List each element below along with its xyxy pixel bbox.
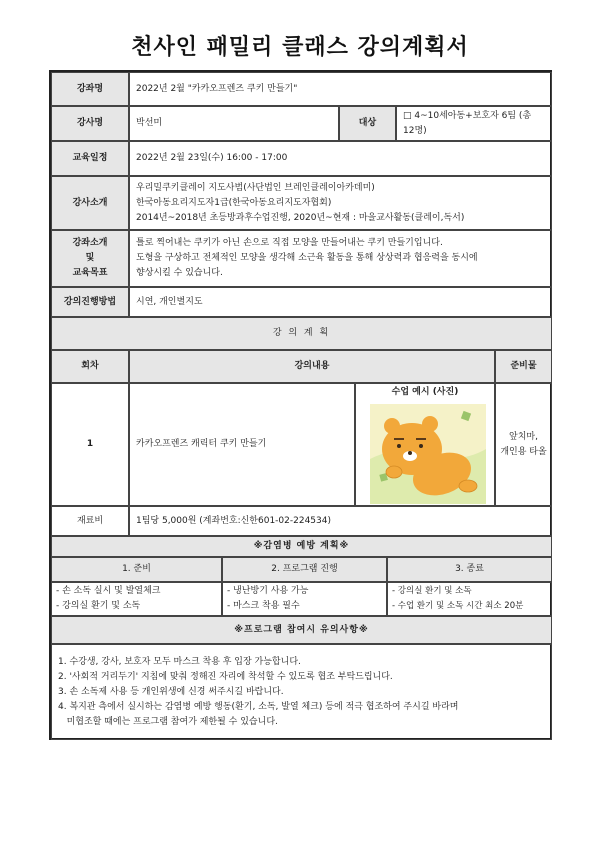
session-number: 1	[51, 383, 129, 506]
intro-line: 우리밀쿠키클레이 지도사범(사단법인 브레인클레이아카데미)	[136, 182, 375, 193]
lecture-plan-document	[49, 70, 552, 740]
notes-heading: ※프로그램 참여시 유의사항※	[51, 616, 552, 644]
prevention-col-title: 1. 준비	[51, 557, 222, 582]
plan-heading: 강 의 계 획	[51, 317, 552, 350]
ryan-character-illustration	[370, 404, 486, 504]
fee-value: 1팀당 5,000원 (계좌번호:신한601-02-224534)	[129, 506, 552, 536]
goal-line: 향상시킬 수 있습니다.	[136, 268, 223, 278]
course-value: 2022년 2월 "카카오프렌즈 쿠키 만들기"	[129, 72, 552, 106]
materials-line: 개인용 타올	[500, 446, 547, 457]
note-line: 1. 수강생, 강사, 보호자 모두 마스크 착용 후 입장 가능합니다.	[58, 656, 301, 667]
prevention-item: - 강의실 환기 및 소독	[56, 601, 141, 611]
prevention-items	[222, 582, 387, 616]
materials	[495, 383, 552, 506]
prevention-item: - 수업 환기 및 소독 시간 최소 20분	[392, 601, 524, 611]
prevention-item: - 마스크 착용 필수	[227, 601, 300, 611]
session-content: 카카오프렌즈 캐릭터 쿠키 만들기	[129, 383, 355, 506]
goal-label	[51, 230, 129, 287]
goal-text	[129, 230, 552, 287]
prevention-col-title: 2. 프로그램 진행	[222, 557, 387, 582]
prevention-items	[387, 582, 552, 616]
prevention-item: - 냉난방기 사용 가능	[227, 586, 309, 596]
fee-label: 재료비	[51, 506, 129, 536]
photo-caption: 수업 예시 (사진)	[391, 387, 459, 397]
prevention-heading: ※감염병 예방 계획※	[51, 536, 552, 557]
col-content: 강의내용	[129, 350, 495, 383]
intro-line: 2014년~2018년 초등방과후수업진행, 2020년~현재 : 마을교사활동(클레이,독서)	[136, 212, 465, 223]
goal-label-line: 강좌소개	[72, 238, 108, 248]
intro-line: 한국아동요리지도자1급(한국아동요리지도자협회)	[136, 197, 332, 208]
page-title: 천사인 패밀리 클래스 강의계획서	[131, 35, 469, 60]
goal-line: 도형을 구상하고 전체적인 모양을 생각해 소근육 활동을 통해 상상력과 협응력을 동시에	[136, 253, 478, 263]
col-materials: 준비물	[495, 350, 552, 383]
goal-line: 틀로 찍어내는 쿠키가 아닌 손으로 직접 모양을 만들어내는 쿠키 만들기입니다.	[136, 238, 443, 248]
prevention-item: - 강의실 환기 및 소독	[392, 586, 472, 596]
schedule-label: 교육일정	[51, 141, 129, 176]
col-session: 회차	[51, 350, 129, 383]
goal-label-line: 교육목표	[72, 268, 108, 278]
note-line: 미협조할 때에는 프로그램 참여가 제한될 수 있습니다.	[58, 716, 278, 727]
instructor-value: 박선미	[129, 106, 339, 141]
intro-text	[129, 176, 552, 230]
prevention-col-title: 3. 종료	[387, 557, 552, 582]
note-line: 4. 복지관 측에서 실시하는 감염병 예방 행동(환기, 소독, 발열 체크) 등에 적극 협조하여 주시길 바라며	[58, 701, 459, 712]
note-line: 2. '사회적 거리두기' 지침에 맞춰 정해진 자리에 착석할 수 있도록 협조 부탁드립니다.	[58, 671, 393, 682]
instructor-label: 강사명	[51, 106, 129, 141]
target-value: □ 4~10세아동+보호자 6팀 (총 12명)	[396, 106, 552, 141]
photo-cell	[355, 383, 495, 506]
prevention-item: - 손 소독 실시 및 발열체크	[56, 586, 161, 596]
course-label: 강좌명	[51, 72, 129, 106]
goal-label-line: 및	[85, 253, 95, 263]
method-value: 시연, 개인별지도	[129, 287, 552, 317]
notes-body	[51, 644, 552, 740]
intro-label: 강사소개	[51, 176, 129, 230]
prevention-items	[51, 582, 222, 616]
note-line: 3. 손 소독제 사용 등 개인위생에 신경 써주시길 바랍니다.	[58, 686, 284, 697]
method-label: 강의진행방법	[51, 287, 129, 317]
materials-line: 앞치마,	[509, 431, 538, 442]
schedule-value: 2022년 2월 23일(수) 16:00 - 17:00	[129, 141, 552, 176]
target-label: 대상	[339, 106, 396, 141]
